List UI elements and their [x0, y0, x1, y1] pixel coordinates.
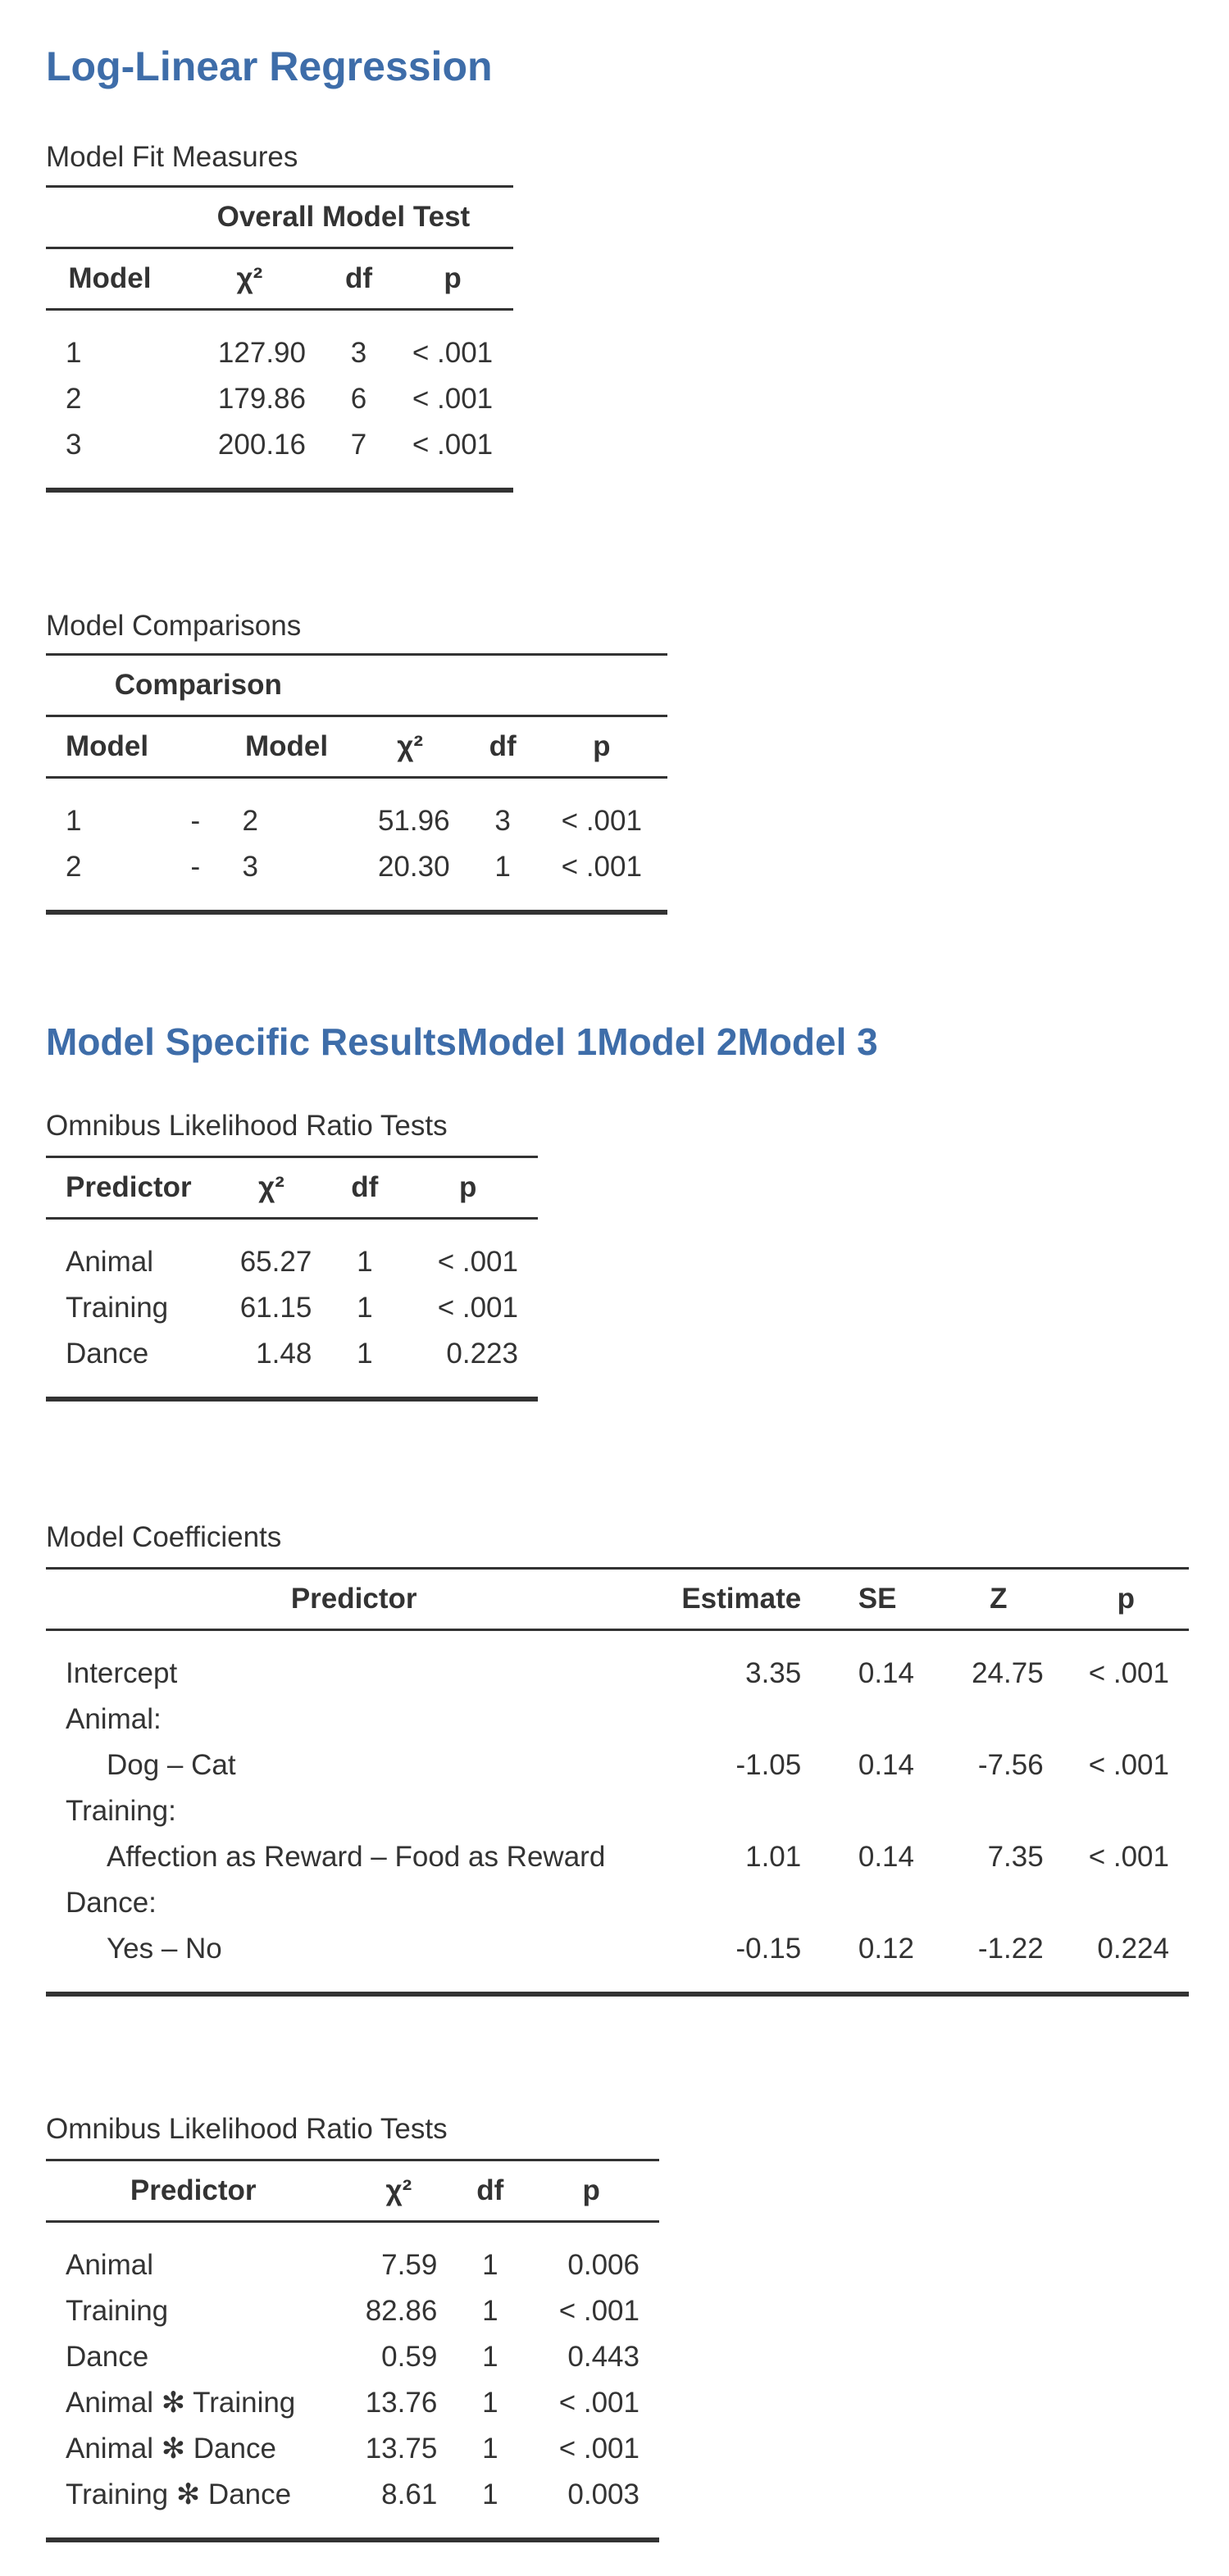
fit-col-p: p [392, 248, 513, 310]
coef-z-cell: 24.75 [972, 1657, 1044, 1689]
cmp-col-model-b: Model [222, 716, 350, 778]
coef-col-estimate: Estimate [662, 1569, 821, 1630]
coef-p-cell [1063, 1880, 1189, 1926]
coef-z-cell: 7.35 [987, 1841, 1044, 1873]
coefficients-caption: Model Coefficients [46, 1521, 282, 1553]
table-row [46, 2288, 659, 2334]
cmp-col-model-a: Model [46, 716, 168, 778]
coef-predictor-cell: Dog – Cat [107, 1749, 236, 1781]
omni1-col-predictor: Predictor [46, 1157, 212, 1219]
coef-predictor-cell: Intercept [66, 1657, 178, 1689]
coef-col-z: Z [934, 1569, 1063, 1630]
table-row [46, 1630, 1189, 1697]
omni2-chisq-cell: 82.86 [365, 2295, 438, 2327]
omni1-chisq-cell: 1.48 [212, 1331, 332, 1399]
omni1-predictor-cell: Animal [66, 1246, 153, 1278]
omni2-col-chisq: χ² [340, 2160, 457, 2222]
table-row [46, 844, 667, 912]
coef-p-cell: < .001 [1088, 1749, 1169, 1781]
omnibus2-caption: Omnibus Likelihood Ratio Tests [46, 2113, 448, 2145]
table-row [46, 1697, 1189, 1742]
omnibus-table-1 [46, 1156, 538, 1402]
coef-p-cell: < .001 [1088, 1657, 1169, 1689]
omni2-col-df: df [457, 2160, 523, 2222]
coef-se-cell: 0.14 [858, 1749, 914, 1781]
table-row [46, 1742, 1189, 1788]
comparison-group-header: Comparison [46, 655, 351, 716]
cmp-dash-cell: - [168, 844, 222, 912]
table-row [46, 1834, 1189, 1880]
table-row [46, 2380, 659, 2426]
coef-col-se: SE [821, 1569, 934, 1630]
coef-estimate-cell: 1.01 [745, 1841, 802, 1873]
fit-df-cell: 7 [325, 422, 392, 490]
fit-chisq-cell: 179.86 [217, 383, 306, 415]
coef-z-cell: -1.22 [934, 1926, 1063, 1994]
cmp-model-b-cell: 2 [242, 805, 258, 837]
fit-model-cell: 1 [66, 337, 82, 369]
omni2-chisq-cell: 7.59 [381, 2249, 438, 2281]
fit-col-model: Model [46, 248, 174, 310]
omni2-chisq-cell: 13.75 [365, 2433, 438, 2465]
omni1-predictor-cell: Dance [46, 1331, 212, 1399]
fit-p-cell: < .001 [392, 422, 513, 490]
coef-se-cell [821, 1788, 934, 1834]
omni1-chisq-cell: 65.27 [239, 1246, 312, 1278]
omni2-predictor-cell: Training ✻ Dance [46, 2472, 340, 2540]
model-coefficients-table [46, 1567, 1189, 1997]
coef-z-cell [934, 1788, 1063, 1834]
omni1-df-cell: 1 [357, 1246, 373, 1278]
omni1-df-cell: 1 [331, 1331, 398, 1399]
table-row [46, 1926, 1189, 1994]
fit-spacer-cell [46, 187, 174, 248]
omni2-p-cell: 0.006 [567, 2249, 640, 2281]
omni1-p-cell: < .001 [437, 1246, 518, 1278]
coef-estimate-cell: -1.05 [735, 1749, 802, 1781]
table-row [46, 778, 667, 845]
cmp-col-df: df [470, 716, 536, 778]
omnibus-table-2 [46, 2159, 659, 2542]
coef-z-cell [934, 1697, 1063, 1742]
omni1-p-cell: 0.223 [398, 1331, 538, 1399]
omni1-col-chisq: χ² [212, 1157, 332, 1219]
omni2-p-cell: < .001 [558, 2387, 640, 2419]
page-title: Log-Linear Regression [46, 43, 493, 89]
coef-se-cell: 0.14 [858, 1841, 914, 1873]
cmp-model-a-cell: 2 [46, 844, 168, 912]
fit-col-chisq: χ² [174, 248, 325, 310]
omni1-predictor-cell: Training [66, 1292, 169, 1324]
omni2-chisq-cell: 8.61 [340, 2472, 457, 2540]
cmp-col-p: p [536, 716, 667, 778]
cmp-df-cell: 1 [470, 844, 536, 912]
fit-caption: Model Fit Measures [46, 141, 298, 173]
omni2-col-p: p [523, 2160, 659, 2222]
model-specific-heading: Model Specific ResultsModel 1Model 2Model 3 [46, 1020, 878, 1063]
fit-p-cell: < .001 [412, 337, 494, 369]
table-row [46, 1219, 538, 1286]
table-row [46, 310, 513, 377]
omni2-predictor-cell: Animal [66, 2249, 153, 2281]
fit-df-cell: 3 [350, 337, 367, 369]
omnibus1-caption: Omnibus Likelihood Ratio Tests [46, 1110, 448, 1142]
coef-se-cell [821, 1697, 934, 1742]
coef-z-cell: -7.56 [977, 1749, 1044, 1781]
table-row [46, 1285, 538, 1331]
cmp-col-chisq: χ² [351, 716, 470, 778]
coef-p-cell: 0.224 [1063, 1926, 1189, 1994]
coef-estimate-cell [662, 1788, 821, 1834]
omni2-p-cell: 0.443 [567, 2341, 640, 2373]
omni1-chisq-cell: 61.15 [239, 1292, 312, 1324]
fit-df-cell: 6 [350, 383, 367, 415]
omni2-df-cell: 1 [482, 2341, 498, 2373]
table-row [46, 376, 513, 422]
omni1-col-p: p [398, 1157, 538, 1219]
cmp-p-cell: < .001 [536, 844, 667, 912]
table-row [46, 422, 513, 490]
omni2-p-cell: 0.003 [523, 2472, 659, 2540]
omni2-col-predictor: Predictor [46, 2160, 340, 2222]
omni1-df-cell: 1 [357, 1292, 373, 1324]
table-row [46, 2334, 659, 2380]
coef-group-label: Training: [66, 1795, 176, 1827]
omni2-p-cell: < .001 [558, 2295, 640, 2327]
table-row [46, 1788, 1189, 1834]
table-row [46, 1331, 538, 1399]
omni2-df-cell: 1 [482, 2295, 498, 2327]
omni2-df-cell: 1 [482, 2249, 498, 2281]
fit-p-cell: < .001 [412, 383, 494, 415]
cmp-model-b-cell: 3 [222, 844, 350, 912]
table-row [46, 1880, 1189, 1926]
coef-p-cell [1063, 1697, 1189, 1742]
omni1-col-df: df [331, 1157, 398, 1219]
coef-se-cell: 0.14 [858, 1657, 914, 1689]
coef-group-label: Animal: [66, 1703, 162, 1735]
omni2-df-cell: 1 [482, 2387, 498, 2419]
coef-z-cell [934, 1880, 1063, 1926]
coef-predictor-cell: Yes – No [46, 1926, 662, 1994]
cmp-model-a-cell: 1 [66, 805, 82, 837]
cmp-chisq-cell: 51.96 [377, 805, 450, 837]
table-row [46, 2472, 659, 2540]
omni2-predictor-cell: Animal ✻ Training [66, 2387, 296, 2419]
coef-se-cell [821, 1880, 934, 1926]
cmp-dash-cell: - [190, 805, 201, 837]
fit-col-df: df [325, 248, 392, 310]
omni2-chisq-cell: 13.76 [365, 2387, 438, 2419]
table-row [46, 2426, 659, 2472]
model-comparisons-table [46, 653, 667, 915]
coef-p-cell: < .001 [1088, 1841, 1169, 1873]
coef-predictor-cell: Affection as Reward – Food as Reward [107, 1841, 606, 1873]
omni1-p-cell: < .001 [437, 1292, 518, 1324]
coef-p-cell [1063, 1788, 1189, 1834]
coef-estimate-cell: 3.35 [745, 1657, 802, 1689]
cmp-col-dash [168, 716, 222, 778]
coef-group-label: Dance: [66, 1887, 157, 1919]
cmp-chisq-cell: 20.30 [351, 844, 470, 912]
coef-col-predictor: Predictor [46, 1569, 662, 1630]
overall-model-test-header: Overall Model Test [174, 187, 513, 248]
table-row [46, 2222, 659, 2289]
cmp-p-cell: < .001 [561, 805, 642, 837]
comparison-spacer-cell [351, 655, 667, 716]
coef-estimate-cell [662, 1880, 821, 1926]
omni2-df-cell: 1 [482, 2433, 498, 2465]
fit-chisq-cell: 127.90 [217, 337, 306, 369]
omni2-p-cell: < .001 [558, 2433, 640, 2465]
coef-estimate-cell [662, 1697, 821, 1742]
omni2-predictor-cell: Animal ✻ Dance [66, 2433, 276, 2465]
fit-chisq-cell: 200.16 [174, 422, 325, 490]
omni2-chisq-cell: 0.59 [381, 2341, 438, 2373]
coef-col-p: p [1063, 1569, 1189, 1630]
fit-model-cell: 2 [66, 383, 82, 415]
coef-se-cell: 0.12 [821, 1926, 934, 1994]
omni2-predictor-cell: Training [66, 2295, 169, 2327]
omni2-df-cell: 1 [457, 2472, 523, 2540]
fit-model-cell: 3 [46, 422, 174, 490]
omni2-predictor-cell: Dance [66, 2341, 149, 2373]
coef-estimate-cell: -0.15 [662, 1926, 821, 1994]
comparisons-caption: Model Comparisons [46, 610, 302, 642]
model-fit-table [46, 185, 513, 493]
cmp-df-cell: 3 [494, 805, 511, 837]
